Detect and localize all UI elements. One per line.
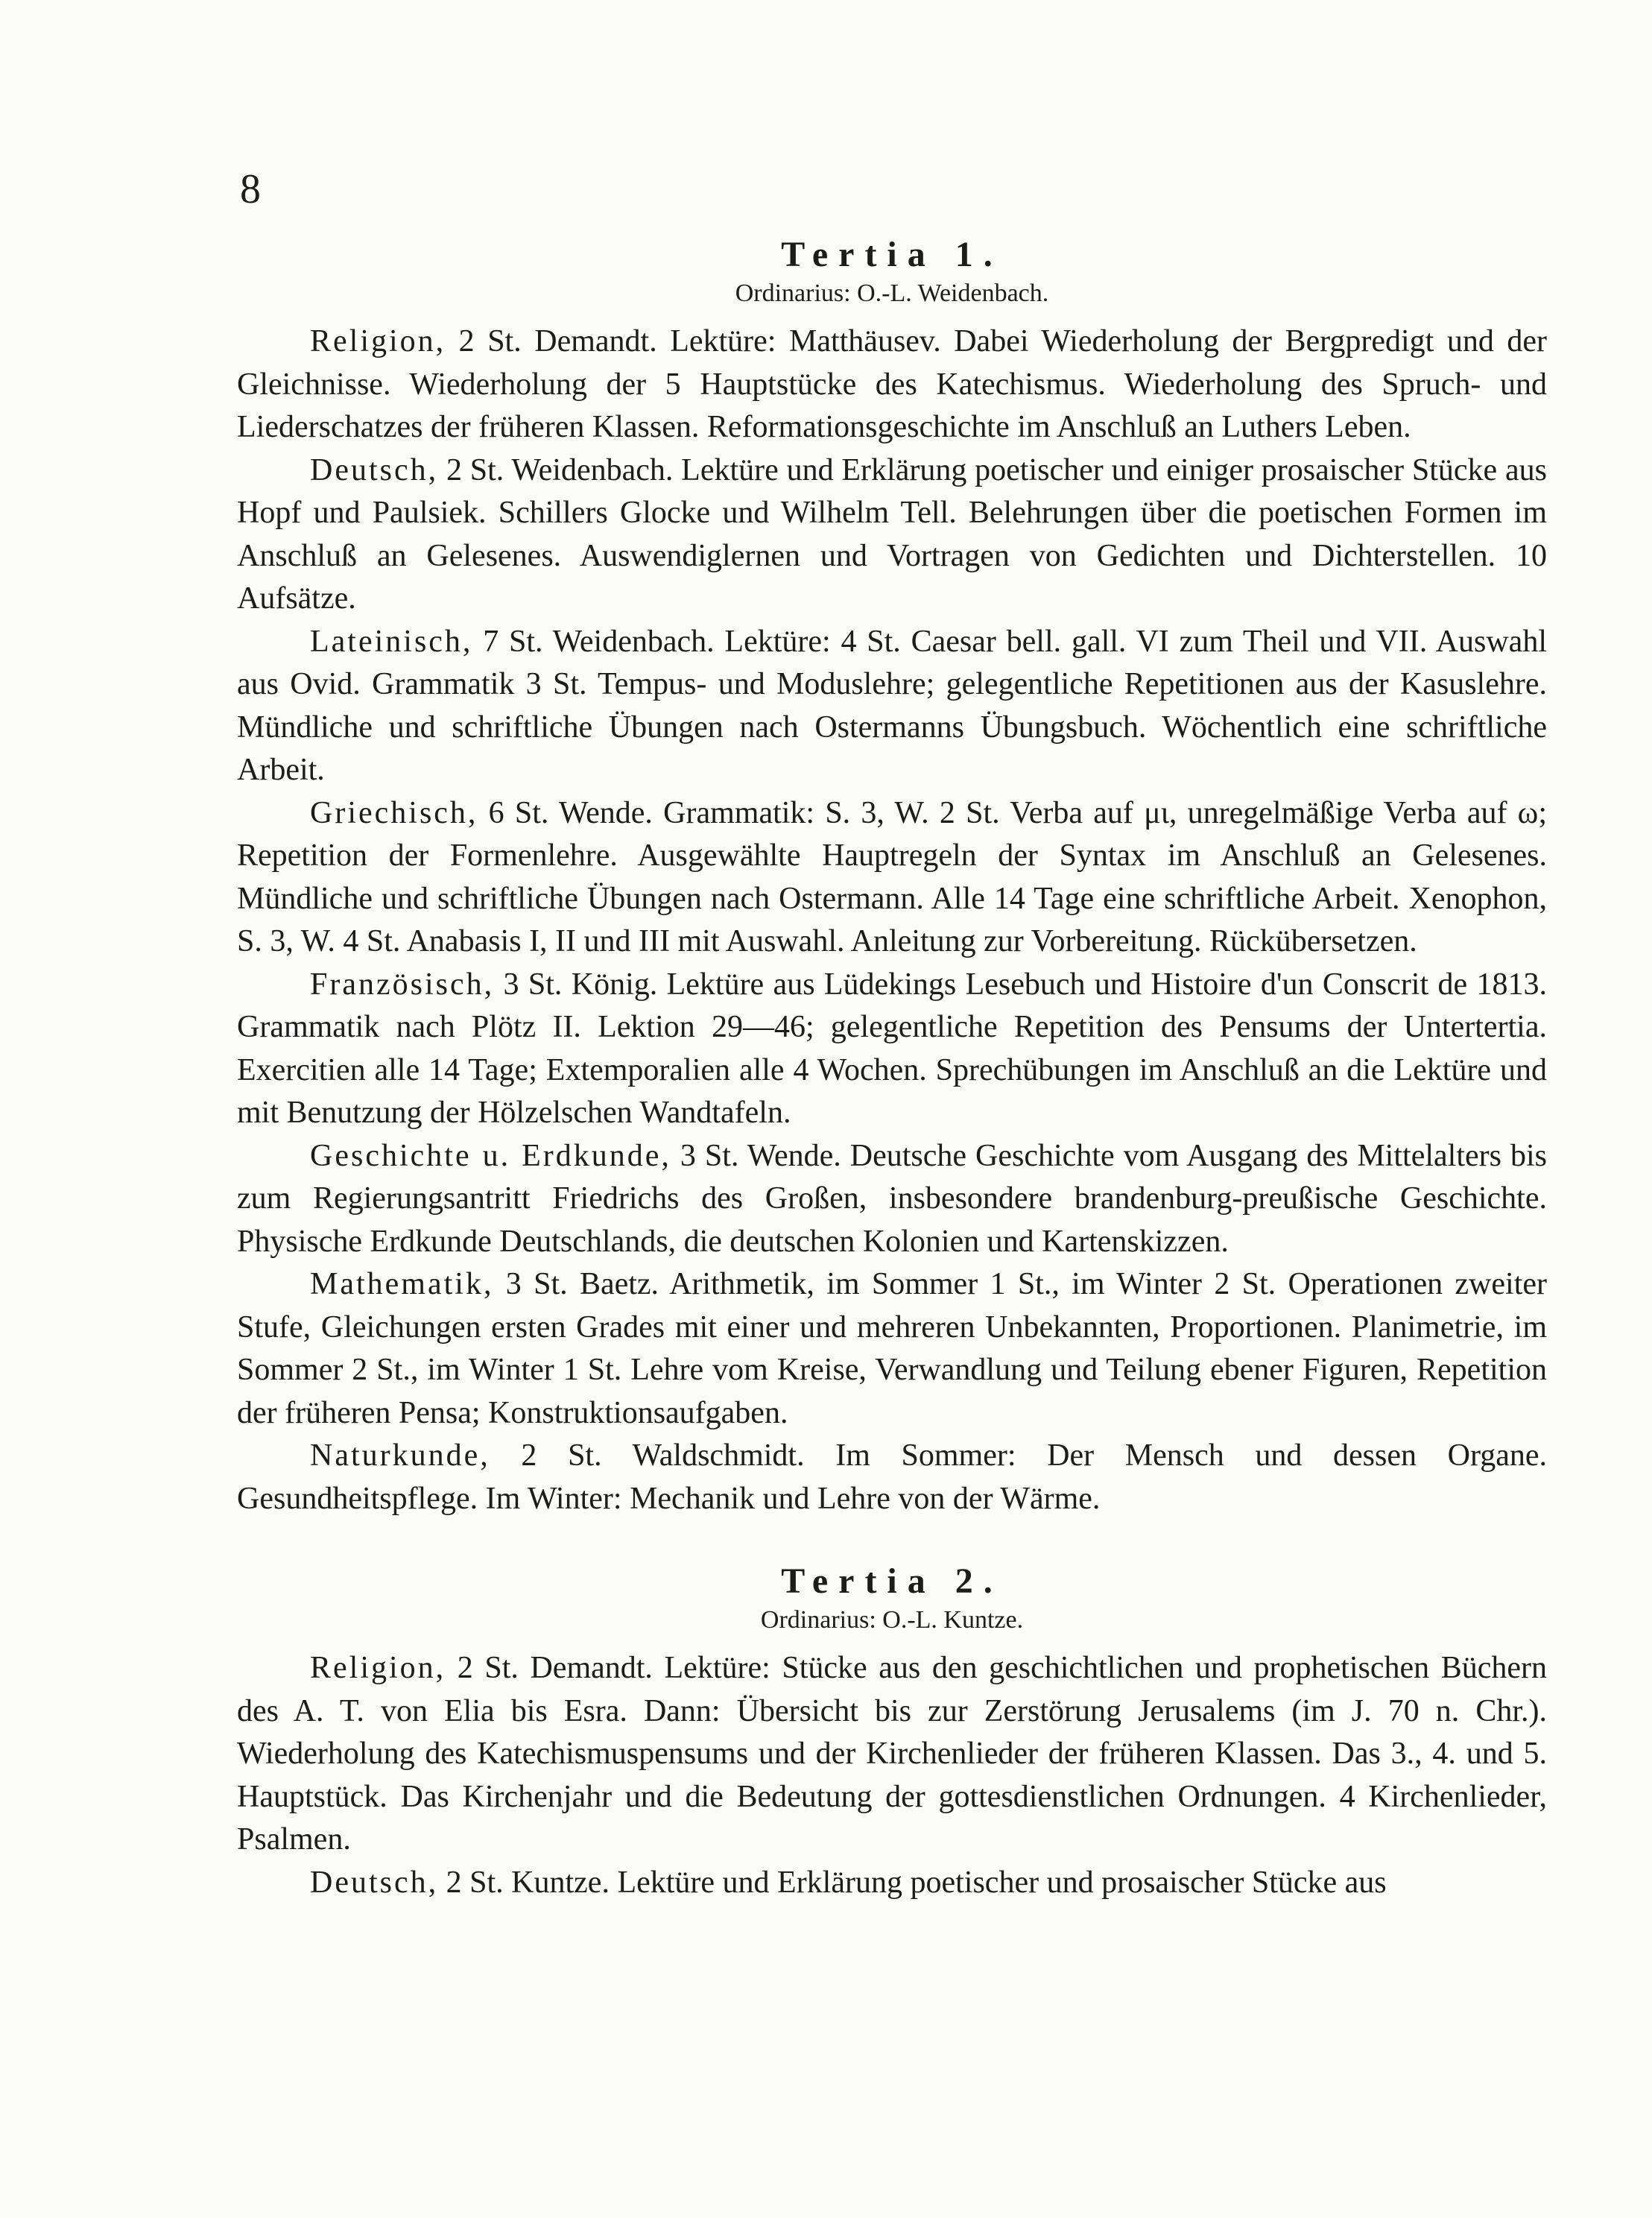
section-tertia-1	[237, 233, 1547, 1520]
paragraph-text: 2 St. Demandt. Lektüre: Matthäusev. Dabei Wiederholung der Bergpredigt und der Gleichnisse. Wiederholung der 5 Hauptstücke des Katechismus. Wiederholung des Spruch- und Liederschatzes der früheren Klassen. Reformationsgeschichte im Anschluß an Luthers Leben.	[237, 324, 1547, 444]
paragraph-text: 6 St. Wende. Grammatik: S. 3, W. 2 St. Verba auf μι, unregelmäßige Verba auf ω; Repetition der Formenlehre. Ausgewählte Hauptregeln der Syntax im Anschluß an Gelesenes. Mündliche und schriftliche Übungen nach Ostermann. Alle 14 Tage eine schriftliche Arbeit. Xenophon, S. 3, W. 4 St. Anabasis I, II und III mit Auswahl. Anleitung zur Vorbereitung. Rückübersetzen.	[237, 795, 1547, 958]
paragraph-text: 2 St. Waldschmidt. Im Sommer: Der Mensch und dessen Organe. Gesundheitspflege. Im Winter: Mechanik und Lehre von der Wärme.	[237, 1438, 1547, 1516]
paragraph-naturkunde	[237, 1435, 1547, 1520]
paragraph-text: 3 St. Baetz. Arithmetik, im Sommer 1 St., im Winter 2 St. Operationen zweiter Stufe, Gleichungen ersten Grades mit einer und mehreren Unbekannten, Proportionen. Planimetrie, im Sommer 2 St., im Winter 1 St. Lehre vom Kreise, Verwandlung und Teilung ebener Figuren, Repetition der früheren Pensa; Konstruktionsaufgaben.	[237, 1267, 1547, 1430]
subject-label: Deutsch,	[310, 452, 439, 487]
section-tertia-2	[237, 1559, 1547, 1904]
subject-label: Religion,	[310, 1651, 446, 1685]
section-title: Tertia 2.	[781, 1561, 1003, 1601]
section-ordinarius: Ordinarius: O.-L. Kuntze.	[760, 1606, 1024, 1634]
subject-label: Naturkunde,	[310, 1438, 490, 1473]
section-ordinarius: Ordinarius: O.-L. Weidenbach.	[735, 279, 1049, 307]
paragraph-deutsch	[237, 1862, 1547, 1905]
paragraph-text: 3 St. Wende. Deutsche Geschichte vom Ausgang des Mittelalters bis zum Regierungsantritt Friedrichs des Großen, insbesondere brandenburg-preußische Geschichte. Physische Erdkunde Deutschlands, die deutschen Kolonien und Kartenskizzen.	[237, 1138, 1547, 1259]
paragraph-griechisch	[237, 792, 1547, 964]
page-number: 8	[240, 166, 261, 212]
paragraph-lateinisch	[237, 621, 1547, 792]
subject-label: Deutsch,	[310, 1865, 439, 1900]
paragraph-geschichte-erdkunde	[237, 1135, 1547, 1264]
paragraph-religion	[237, 320, 1547, 449]
subject-label: Lateinisch,	[310, 624, 473, 659]
paragraph-text: 2 St. Weidenbach. Lektüre und Erklärung poetischer und einiger prosaischer Stücke aus Hopf und Paulsiek. Schillers Glocke und Wilhelm Tell. Belehrungen über die poetischen Formen im Anschluß an Gelesenes. Auswendiglernen und Vortragen von Gedichten und Dichterstellen. 10 Aufsätze.	[237, 452, 1547, 616]
paragraph-text: 3 St. König. Lektüre aus Lüdekings Lesebuch und Histoire d'un Conscrit de 1813. Grammatik nach Plötz II. Lektion 29—46; gelegentliche Repetition des Pensums der Untertertia. Exercitien alle 14 Tage; Extemporalien alle 4 Wochen. Sprechübungen im Anschluß an die Lektüre und mit Benutzung der Hölzelschen Wandtafeln.	[237, 967, 1547, 1130]
subject-label: Religion,	[310, 324, 446, 358]
subject-label: Mathematik,	[310, 1267, 494, 1301]
paragraph-deutsch	[237, 449, 1547, 621]
paragraph-text: 2 St. Kuntze. Lektüre und Erklärung poetischer und prosaischer Stücke aus	[438, 1865, 1387, 1900]
section-title: Tertia 1.	[781, 235, 1003, 274]
document-body	[237, 233, 1547, 1904]
paragraph-religion	[237, 1647, 1547, 1862]
subject-label: Französisch,	[310, 967, 495, 1002]
paragraph-mathematik	[237, 1263, 1547, 1435]
subject-label: Geschichte u. Erdkunde,	[310, 1138, 671, 1173]
paragraph-text: 7 St. Weidenbach. Lektüre: 4 St. Caesar bell. gall. VI zum Theil und VII. Auswahl aus Ovid. Grammatik 3 St. Tempus- und Moduslehre; gelegentliche Repetitionen aus der Kasuslehre. Mündliche und schriftliche Übungen nach Ostermanns Übungsbuch. Wöchentlich eine schriftliche Arbeit.	[237, 624, 1547, 787]
paragraph-franzoesisch	[237, 964, 1547, 1135]
paragraph-text: 2 St. Demandt. Lektüre: Stücke aus den geschichtlichen und prophetischen Büchern des A. T. von Elia bis Esra. Dann: Übersicht bis zur Zerstörung Jerusalems (im J. 70 n. Chr.). Wiederholung des Katechismuspensums und der Kirchenlieder der früheren Klassen. Das 3., 4. und 5. Hauptstück. Das Kirchenjahr und die Bedeutung der gottesdienstlichen Ordnungen. 4 Kirchenlieder, Psalmen.	[237, 1651, 1547, 1857]
subject-label: Griechisch,	[310, 795, 478, 830]
